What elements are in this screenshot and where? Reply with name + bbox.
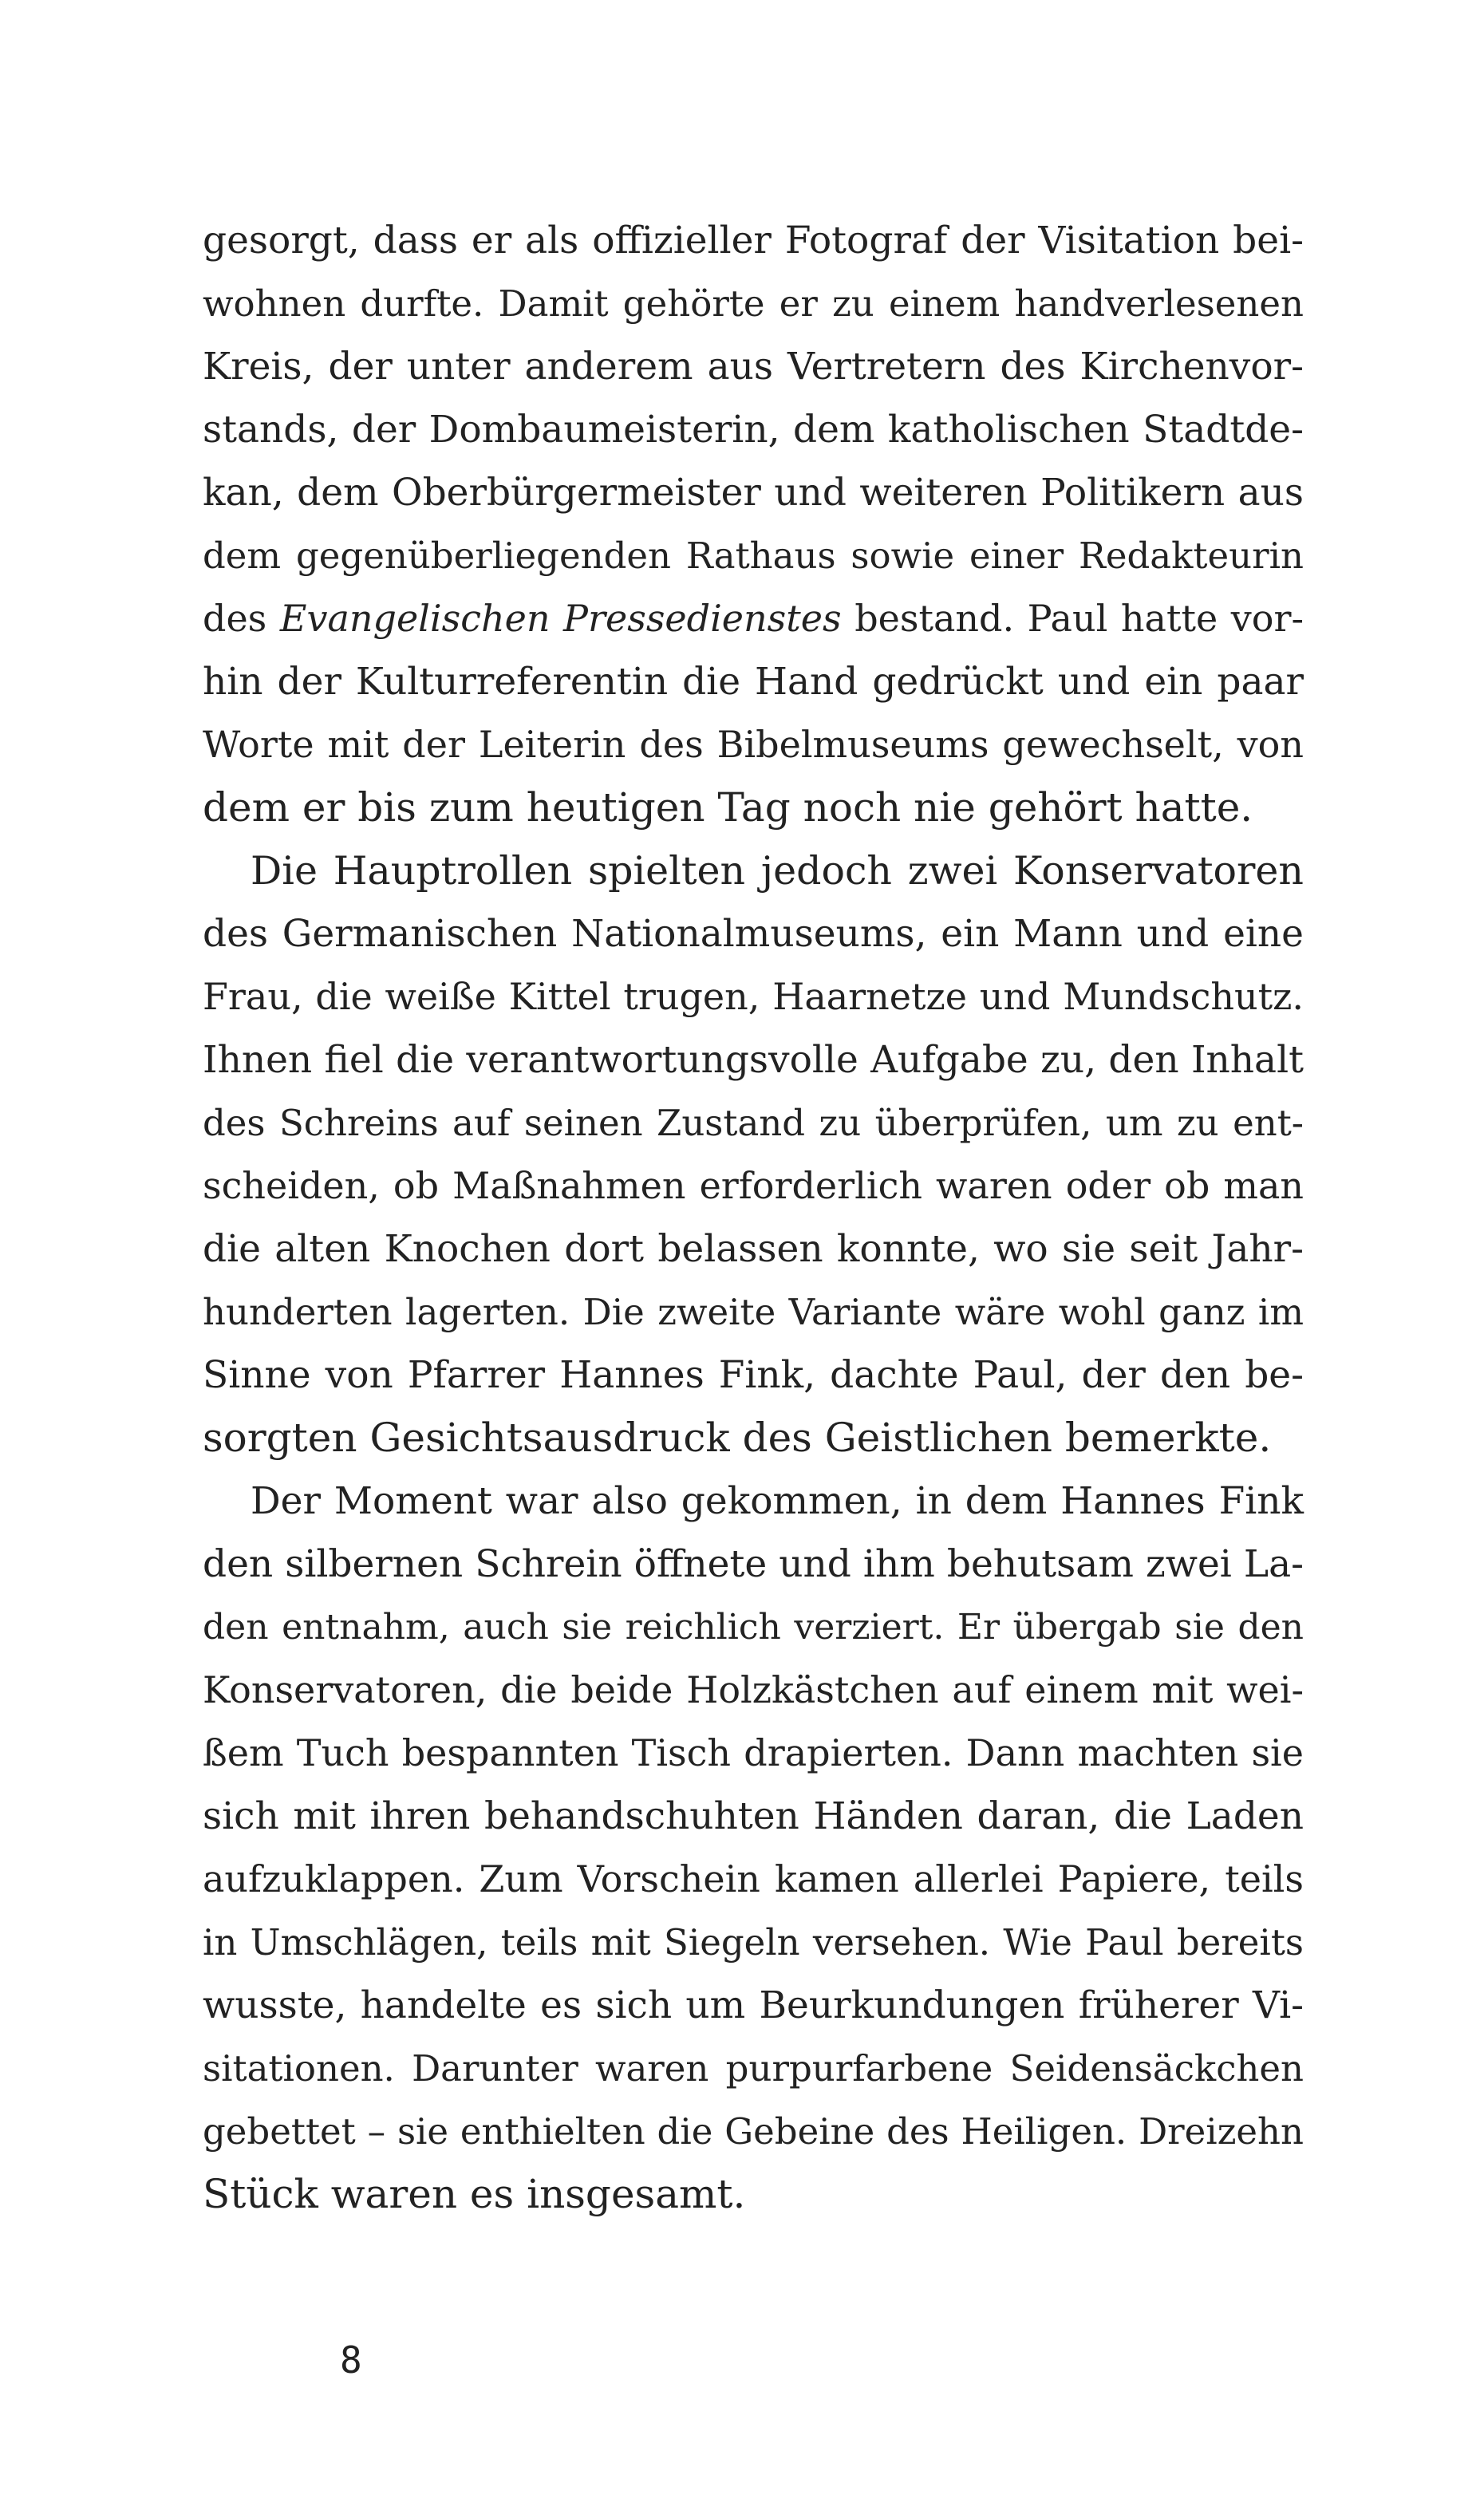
text-line: des Germanischen Nationalmuseums, ein Mann und eine — [203, 912, 1304, 956]
publication-name: Evangelischen Pressedienstes — [279, 597, 842, 640]
paragraph-2 — [203, 839, 1304, 1470]
text-fragment: bestand. Paul hatte vor- — [854, 597, 1304, 640]
text-line-with-italic — [203, 587, 1304, 650]
text-line: scheiden, ob Maßnahmen erforderlich waren oder ob man — [203, 1164, 1304, 1207]
text-line: dem gegenüberliegenden Rathaus sowie einer Redakteurin — [203, 535, 1304, 577]
text-line: Kreis, der unter anderem aus Vertretern des Kirchenvor- — [203, 345, 1304, 389]
text-line: dem er bis zum heutigen Tag noch nie gehört hatte. — [203, 784, 1253, 831]
text-line: wohnen durfte. Damit gehörte er zu einem handverlesenen — [203, 282, 1304, 325]
paragraph-1 — [203, 209, 1304, 839]
text-line: gesorgt, dass er als offizieller Fotograf der Visitation bei- — [203, 219, 1304, 262]
text-line: Ihnen fiel die verantwortungsvolle Aufgabe zu, den Inhalt — [203, 1038, 1304, 1082]
text-line: die alten Knochen dort belassen konnte, wo sie seit Jahr- — [203, 1227, 1304, 1271]
text-line: sorgten Gesichtsausdruck des Geistlichen bemerkte. — [203, 1415, 1272, 1461]
text-line: wusste, handelte es sich um Beurkundungen früherer Vi- — [203, 1983, 1304, 2027]
body-text — [203, 209, 1304, 2226]
text-line: Worte mit der Leiterin des Bibelmuseums gewechselt, von — [203, 723, 1304, 766]
text-line: Der Moment war also gekommen, in dem Hannes Fink — [251, 1479, 1304, 1523]
page-number: 8 — [340, 2338, 362, 2382]
text-line: Die Hauptrollen spielten jedoch zwei Konservatoren — [251, 848, 1304, 894]
text-line: Konservatoren, die beide Holzkästchen auf einem mit wei- — [203, 1668, 1304, 1711]
text-line: ßem Tuch bespannten Tisch drapierten. Dann machten sie — [203, 1731, 1304, 1774]
text-line: sitationen. Darunter waren purpurfarbene Seidensäckchen — [203, 2047, 1304, 2090]
text-line: aufzuklappen. Zum Vorschein kamen allerlei Papiere, teils — [203, 1857, 1304, 1900]
text-line: hin der Kulturreferentin die Hand gedrückt und ein paar — [203, 660, 1304, 704]
text-line: kan, dem Oberbürgermeister und weiteren Politikern aus — [203, 471, 1304, 515]
text-line: den entnahm, auch sie reichlich verziert. Er übergab sie den — [203, 1607, 1304, 1648]
paragraph-3 — [203, 1470, 1304, 2226]
text-line: in Umschlägen, teils mit Siegeln versehen. Wie Paul bereits — [203, 1921, 1304, 1963]
text-line: des Schreins auf seinen Zustand zu überprüfen, um zu ent- — [203, 1102, 1304, 1144]
text-line: Frau, die weiße Kittel trugen, Haarnetze und Mundschutz. — [203, 975, 1304, 1018]
text-line: sich mit ihren behandschuhten Händen daran, die Laden — [203, 1794, 1304, 1838]
text-line: Stück waren es insgesamt. — [203, 2171, 746, 2217]
text-fragment: des — [203, 597, 267, 640]
text-line: stands, der Dombaumeisterin, dem katholischen Stadtde- — [203, 408, 1304, 452]
text-line: den silbernen Schrein öffnete und ihm behutsam zwei La- — [203, 1542, 1304, 1586]
text-line: hunderten lagerten. Die zweite Variante wäre wohl ganz im — [203, 1291, 1304, 1333]
text-line: gebettet – sie enthielten die Gebeine des Heiligen. Dreizehn — [203, 2110, 1304, 2153]
text-line: Sinne von Pfarrer Hannes Fink, dachte Paul, der den be- — [203, 1353, 1304, 1397]
